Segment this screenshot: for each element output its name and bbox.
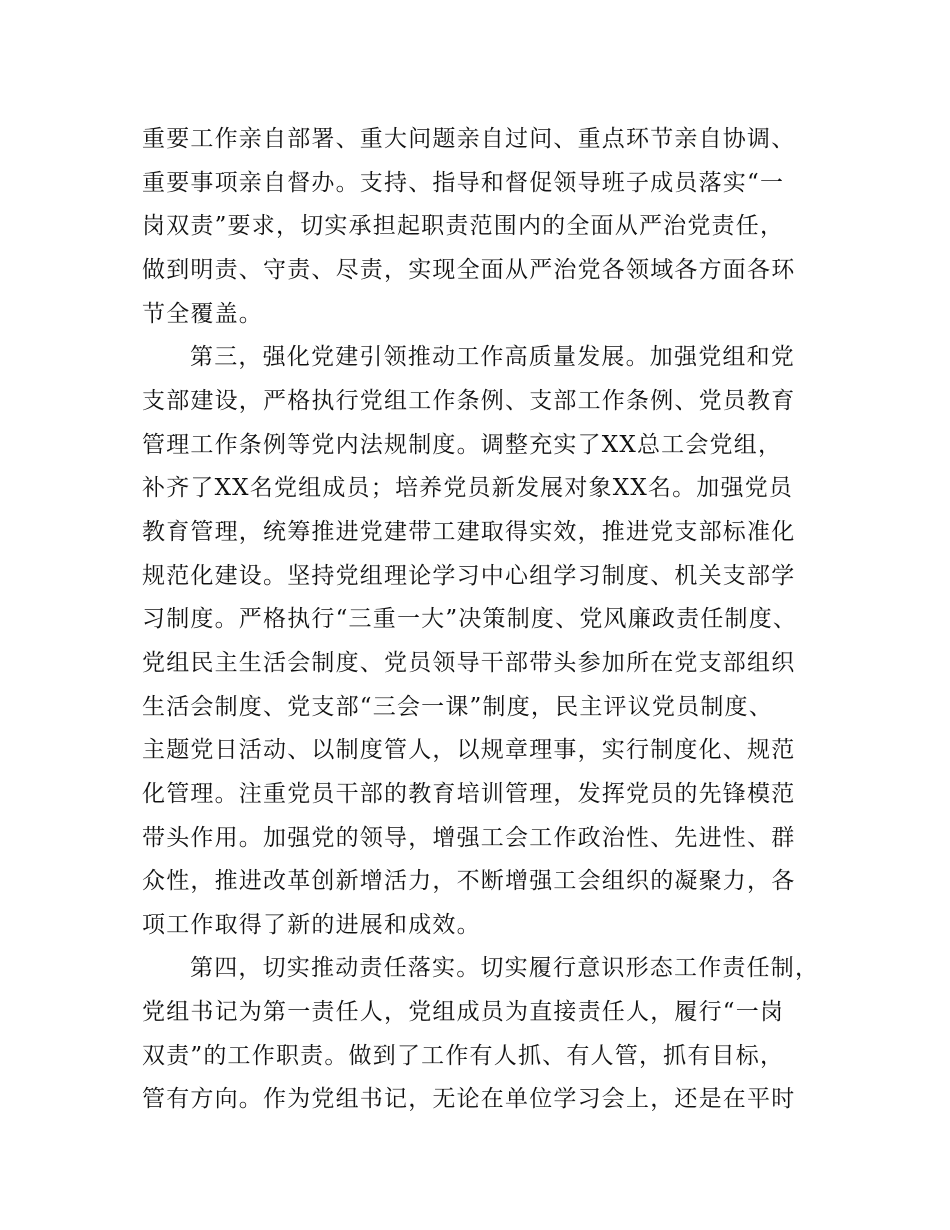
text-line: 化管理。注重党员干部的教育培训管理，发挥党员的先锋模范 <box>142 781 796 807</box>
text-line: 教育管理，统筹推进党建带工建取得实效，推进党支部标准化 <box>142 519 796 545</box>
text-line: 岗双责”要求，切实承担起职责范围内的全面从严治党责任， <box>142 213 785 239</box>
paragraph-start-line: 第三，强化党建引领推动工作高质量发展。加强党组和党 <box>190 344 795 370</box>
text-line: 带头作用。加强党的领导，增强工会工作政治性、先进性、群 <box>142 825 796 851</box>
text-line: 规范化建设。坚持党组理论学习中心组学习制度、机关支部学 <box>142 563 796 589</box>
paragraph-start-line: 第四，切实推动责任落实。切实履行意识形态工作责任制， <box>190 955 820 981</box>
text-line: 党组书记为第一责任人，党组成员为直接责任人，履行“一岗 <box>142 999 785 1025</box>
text-line: 主题党日活动、以制度管人，以规章理事，实行制度化、规范 <box>142 737 796 763</box>
text-line: 项工作取得了新的进展和成效。 <box>142 912 481 938</box>
text-line: 补齐了XX名党组成员；培养党员新发展对象XX名。加强党员 <box>142 475 794 501</box>
text-line: 管理工作条例等党内法规制度。调整充实了XX总工会党组， <box>142 432 783 458</box>
text-line: 生活会制度、党支部“三会一课”制度，民主评议党员制度、 <box>142 694 773 720</box>
text-line: 重要事项亲自督办。支持、指导和督促领导班子成员落实“一 <box>142 170 785 196</box>
text-line: 节全覆盖。 <box>142 301 263 327</box>
text-line: 党组民主生活会制度、党员领导干部带头参加所在党支部组织 <box>142 650 796 676</box>
text-line: 支部建设，严格执行党组工作条例、支部工作条例、党员教育 <box>142 388 796 414</box>
text-line: 做到明责、守责、尽责，实现全面从严治党各领域各方面各环 <box>142 257 796 283</box>
text-line: 众性，推进改革创新增活力，不断增强工会组织的凝聚力，各 <box>142 868 796 894</box>
text-line: 双责”的工作职责。做到了工作有人抓、有人管，抓有目标， <box>142 1043 785 1069</box>
text-line: 重要工作亲自部署、重大问题亲自过问、重点环节亲自协调、 <box>142 126 796 152</box>
text-line: 习制度。严格执行“三重一大”决策制度、党风廉政责任制度、 <box>142 606 798 632</box>
text-line: 管有方向。作为党组书记，无论在单位学习会上，还是在平时 <box>142 1086 796 1112</box>
